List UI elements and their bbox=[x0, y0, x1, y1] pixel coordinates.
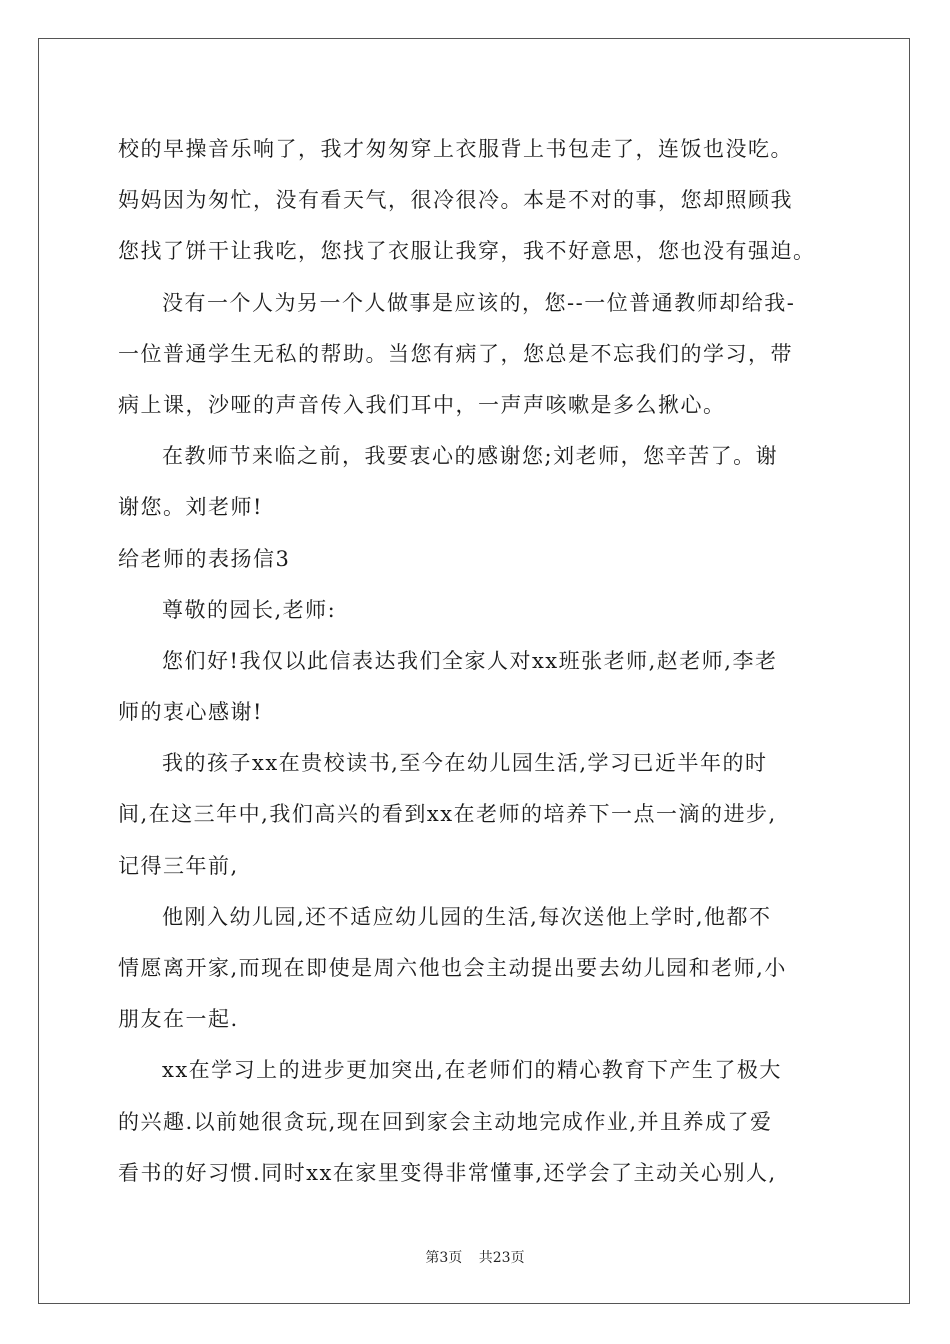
paragraph-start: xx在学习上的进步更加突出,在老师们的精心教育下产生了极大 bbox=[162, 1058, 782, 1083]
text-line: 谢您。刘老师! bbox=[118, 495, 263, 520]
text-line: 您找了饼干让我吃，您找了衣服让我穿，我不好意思，您也没有强迫。 bbox=[118, 239, 816, 264]
paragraph-start: 在教师节来临之前，我要衷心的感谢您;刘老师，您辛苦了。谢 bbox=[162, 444, 779, 469]
paragraph-start: 他刚入幼儿园,还不适应幼儿园的生活,每次送他上学时,他都不 bbox=[162, 904, 772, 929]
text-line: 看书的好习惯.同时xx在家里变得非常懂事,还学会了主动关心别人, bbox=[118, 1160, 777, 1185]
text-line: 校的早操音乐响了，我才匆匆穿上衣服背上书包走了，连饭也没吃。 bbox=[118, 137, 793, 161]
section-heading: 给老师的表扬信3 bbox=[118, 546, 291, 571]
text-line: 记得三年前, bbox=[118, 853, 239, 878]
page-total: 共23页 bbox=[478, 1250, 525, 1266]
text-line: 病上课，沙哑的声音传入我们耳中，一声声咳嗽是多么揪心。 bbox=[118, 392, 726, 417]
text-line: 师的衷心感谢! bbox=[118, 700, 263, 725]
text-line: 间,在这三年中,我们高兴的看到xx在老师的培养下一点一滴的进步, bbox=[118, 802, 777, 827]
text-line: 的兴趣.以前她很贪玩,现在回到家会主动地完成作业,并且养成了爱 bbox=[118, 1109, 773, 1134]
text-line: 妈妈因为匆忙，没有看天气，很冷很冷。本是不对的事，您却照顾我 bbox=[118, 188, 793, 213]
paragraph-start: 没有一个人为另一个人做事是应该的，您--一位普通教师却给我- bbox=[162, 290, 796, 315]
document-body bbox=[118, 124, 838, 1199]
text-line: 一位普通学生无私的帮助。当您有病了，您总是不忘我们的学习，带 bbox=[118, 341, 793, 366]
salutation: 尊敬的园长,老师: bbox=[162, 597, 337, 622]
paragraph-start: 我的孩子xx在贵校读书,至今在幼儿园生活,学习已近半年的时 bbox=[162, 751, 768, 776]
text-line: 朋友在一起. bbox=[118, 1007, 239, 1032]
page-number: 第3页 bbox=[425, 1250, 463, 1266]
paragraph-start: 您们好!我仅以此信表达我们全家人对xx班张老师,赵老师,李老 bbox=[162, 648, 778, 673]
page-footer bbox=[0, 1247, 950, 1267]
text-line: 情愿离开家,而现在即使是周六他也会主动提出要去幼儿园和老师,小 bbox=[118, 956, 787, 980]
